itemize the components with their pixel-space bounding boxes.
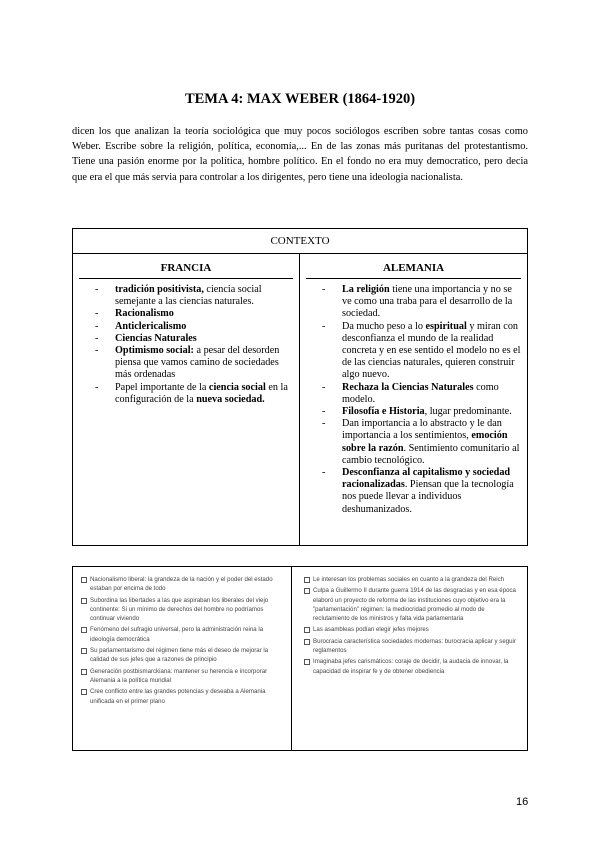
francia-list bbox=[73, 284, 299, 406]
alemania-heading: ALEMANIA bbox=[306, 259, 521, 279]
list-item: - Racionalismo bbox=[95, 308, 174, 320]
list-item: Imaginaba jefes carismáticos: coraje de decidir, la audacia de innovar, la capacidad de inspirar fe y de obtener obediencia bbox=[304, 657, 521, 676]
list-item: Le interesan los problemas sociales en cuanto a la grandeza del Reich bbox=[304, 575, 521, 584]
francia-heading: FRANCIA bbox=[79, 259, 293, 279]
context-heading: CONTEXTO bbox=[73, 229, 527, 254]
francia-column bbox=[73, 254, 300, 545]
checkbox-bullet-icon bbox=[304, 588, 310, 594]
list-item: Las asambleas podían elegir jefes mejores bbox=[304, 625, 521, 634]
context-table bbox=[72, 228, 528, 546]
notes-left-column bbox=[73, 567, 292, 750]
checkbox-bullet-icon bbox=[81, 627, 87, 633]
list-item: Nacionalismo liberal: la grandeza de la nación y el poder del estado estaban por encima de todo bbox=[81, 575, 285, 594]
page-title: TEMA 4: MAX WEBER (1864-1920) bbox=[184, 91, 416, 107]
list-item: Su parlamentarismo del régimen tiene más el deseo de mejorar la calidad de sus jefes que a razones de principio bbox=[81, 646, 285, 665]
list-item: Fenómeno del sufragio universal, pero la administración reina la ideología democrática bbox=[81, 625, 285, 644]
list-item: Generación postbismarckiana: mantener su herencia e incorporar Alemania a la política mundial bbox=[81, 667, 285, 686]
checkbox-bullet-icon bbox=[81, 577, 87, 583]
intro-paragraph: dicen los que analizan la teoría sociológica que muy pocos sociólogos escriben sobre tantas cosas como Weber. Escribe sobre la religión, política, economía,... En de las zonas más puritanas del protestantismo. Tiene una pasión enorme por la política, hombre político. En el fondo no era muy democratico, pero decia que era el que más servia para controlar a los dirigentes, pero tiene una ideologia nacionalista. bbox=[72, 126, 528, 183]
checkbox-bullet-icon bbox=[81, 648, 87, 654]
list-item: - Filosofía e Historia, lugar predominante. bbox=[322, 406, 512, 418]
list-item: Subordina las libertades a las que aspiraban los liberales del viejo continente: Si un mínimo de derechos del hombre no podríamos continuar viviendo bbox=[81, 596, 285, 624]
list-item: Cree conflicto entre las grandes potencias y deseaba a Alemania unificada en el primer plano bbox=[81, 687, 285, 706]
weber-notes-table bbox=[72, 566, 528, 751]
checkbox-bullet-icon bbox=[304, 659, 310, 665]
list-item: Culpa a Guillermo II durante guerra 1914 de las desgracias y en esa época elaboró un proyecto de reforma de las instituciones cuyo objetivo era la "parlamentación" régimen: la mediocridad promedio al modo de reclutamiento de los ministros y falta vida parlamentaria bbox=[304, 586, 521, 623]
checkbox-bullet-icon bbox=[81, 598, 87, 604]
list-item: - Dan importancia a lo abstracto y le dan importancia a los sentimientos, emoción sobre la razón. Sentimiento comunitario al cambio tecnológico. bbox=[322, 418, 520, 466]
list-item: - Optimismo social: a pesar del desorden piensa que vamos camino de sociedades más ordenadas bbox=[95, 345, 280, 381]
list-item: - Anticlericalismo bbox=[95, 320, 187, 332]
checkbox-bullet-icon bbox=[81, 689, 87, 695]
list-item: - tradición positivista, ciencia social semejante a las ciencias naturales. bbox=[95, 284, 262, 308]
checkbox-bullet-icon bbox=[304, 639, 310, 645]
page-number: 16 bbox=[516, 796, 529, 808]
checkbox-bullet-icon bbox=[304, 577, 310, 583]
list-item: - Da mucho peso a lo espiritual y miran con desconfianza el mundo de la realidad concreta y en ese sentido el modelo no es el de las ciencias naturales, quieren construir algo nuevo. bbox=[322, 320, 521, 381]
list-item: Burocracia característica sociedades modernas: burocracia aplicar y seguir reglamentos bbox=[304, 637, 521, 656]
list-item: - Papel importante de la ciencia social en la configuración de la nueva sociedad. bbox=[95, 381, 288, 405]
list-item: - Rechaza la Ciencias Naturales como modelo. bbox=[322, 381, 499, 405]
list-item: - Ciencias Naturales bbox=[95, 332, 197, 344]
list-item: - Desconfianza al capitalismo y sociedad racionalizadas. Piensan que la tecnología nos puede llevar a individuos deshumanizados. bbox=[322, 467, 514, 515]
alemania-column bbox=[300, 254, 527, 545]
checkbox-bullet-icon bbox=[81, 669, 87, 675]
list-item: - La religión tiene una importancia y no se ve como una traba para el desarrollo de la sociedad. bbox=[322, 284, 513, 320]
checkbox-bullet-icon bbox=[304, 627, 310, 633]
notes-right-column bbox=[292, 567, 527, 750]
alemania-list bbox=[300, 284, 527, 516]
